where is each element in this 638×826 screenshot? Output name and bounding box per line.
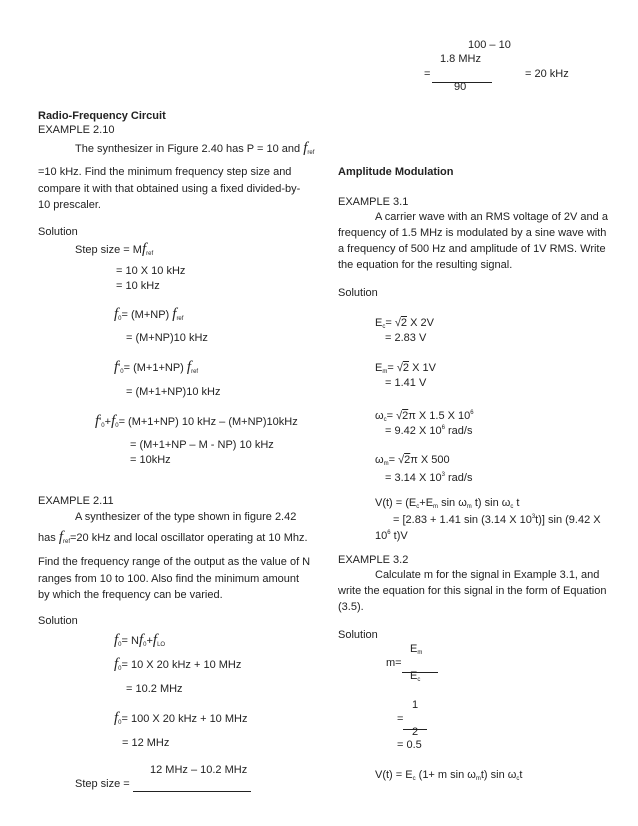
ex210-para-line-3: compare it with that obtained using a fixed divided-by-: [38, 183, 301, 195]
ex31-wc-line-1: $\omega_c= √2\pi$ X 1.5 X $10^6$: [375, 410, 474, 423]
ex31-ec-line-2: = 2.83 V: [385, 332, 427, 344]
m-label: m=: [386, 657, 402, 669]
f-symbol: f: [303, 140, 308, 156]
ex211-para-line-5: by which the frequency can be varied.: [38, 589, 223, 601]
ex210-eq-5: $f'_0= (M+1+NP)$ $f_{ref}$: [114, 359, 199, 375]
section-heading-rf: Radio-Frequency Circuit: [38, 110, 166, 122]
top-unit: 1.8 MHz: [440, 53, 481, 65]
ex210-eq-7: $f'_0+f_0= (M+1+NP)$ 10 kHz – (M+NP)10kHz: [95, 413, 298, 429]
top-numerator: 100 – 10: [468, 39, 511, 51]
ex31-ec-line-1: $E_c= √2$ X 2V: [375, 317, 434, 330]
m-result: = 0.5: [397, 739, 422, 751]
example-2-10-title: EXAMPLE 2.10: [38, 124, 115, 136]
ex210-para-line-2: =10 kHz. Find the minimum frequency step size and: [38, 166, 292, 178]
ex31-wc-line-2: = 9.42 X $10^6$ rad/s: [385, 425, 473, 437]
ex32-solution-label: Solution: [338, 629, 378, 641]
ex211-para-line-2: has $f_{ref}=20$ kHz and local oscillator operating at 10 Mhz.: [38, 529, 308, 545]
ex211-step-label: Step size =: [75, 778, 130, 790]
half-denominator: 2: [412, 726, 419, 738]
top-denominator: 90: [454, 81, 467, 93]
ex210-eq-4: = (M+NP)10 kHz: [126, 332, 208, 344]
ex31-para-line-1: A carrier wave with an RMS voltage of 2V and a: [375, 211, 608, 223]
ex211-para-line-4: ranges from 10 to 100. Also find the minimum amount: [38, 573, 300, 585]
ex211-eq-4: $f_0= 100$ X 20 kHz + 10 MHz: [114, 710, 248, 726]
ex31-vt-line-3: $10^6$ t)V: [375, 530, 408, 542]
ex31-wm-line-1: $\omega_m= √2\pi$ X 500: [375, 454, 450, 467]
ex32-para-line-3: (3.5).: [338, 601, 364, 613]
ex31-solution-label: Solution: [338, 287, 378, 299]
ex211-solution-label: Solution: [38, 615, 78, 627]
ex210-para-line-4: 10 prescaler.: [38, 199, 101, 211]
example-2-11-title: EXAMPLE 2.11: [38, 495, 114, 507]
example-3-1-title: EXAMPLE 3.1: [338, 196, 409, 208]
top-result: = 20 kHz: [525, 68, 569, 80]
ex210-eq-9: = 10kHz: [130, 454, 171, 466]
half-numerator: 1: [412, 699, 419, 711]
ex211-step-fraction-line: [133, 791, 251, 792]
ex31-para-line-3: a frequency of 500 Hz and amplitude of 1V RMS. Write: [338, 243, 606, 255]
ex31-para-line-2: frequency of 1.5 MHz is modulated by a sine wave with: [338, 227, 607, 239]
ex211-eq-2: $f_0= 10$ X 20 kHz + 10 MHz: [114, 656, 242, 672]
ex31-em-line-1: $E_m= √2$ X 1V: [375, 362, 436, 375]
ex31-vt-line-1: $V(t) = (E_c+E_m$ $\sin \omega_m$ t) $\sin \omega_c$ t: [375, 497, 520, 510]
ex210-eq-6: = (M+1+NP)10 kHz: [126, 386, 221, 398]
ex31-wm-line-2: = 3.14 X $10^3$ rad/s: [385, 472, 473, 484]
ex32-para-line-2: write the equation for this signal in the form of Equation: [338, 585, 607, 597]
ex210-eq-8: = (M+1+NP – M - NP) 10 kHz: [130, 439, 274, 451]
ex210-eq-3: $f_0= (M+NP)$ $f_{ref}$: [114, 306, 184, 322]
ex32-para-line-1: Calculate m for the signal in Example 3.1, and: [375, 569, 600, 581]
ex210-para-line-1: The synthesizer in Figure 2.40 has P = 10 and $f_{ref}$: [75, 140, 315, 156]
top-equals: =: [424, 68, 431, 80]
half-equals: =: [397, 713, 404, 725]
ex211-eq-3: = 10.2 MHz: [126, 683, 183, 695]
m-fraction-denominator: $E_c$: [410, 670, 421, 683]
ex210-eq-2: = 10 kHz: [116, 280, 160, 292]
ex31-em-line-2: = 1.41 V: [385, 377, 427, 389]
ex31-para-line-4: the equation for the resulting signal.: [338, 259, 513, 271]
ex210-eq-1: = 10 X 10 kHz: [116, 265, 186, 277]
example-3-2-title: EXAMPLE 3.2: [338, 554, 409, 566]
ex211-para-line-1: A synthesizer of the type shown in figure 2.42: [75, 511, 297, 523]
ex211-step-numerator: 12 MHz – 10.2 MHz: [150, 764, 248, 776]
section-heading-am: Amplitude Modulation: [338, 166, 454, 178]
ex211-para-line-3: Find the frequency range of the output as the value of N: [38, 556, 311, 568]
ex210-step-size: Step size = $Mf_{ref}$: [75, 241, 154, 257]
m-fraction-numerator: $E_m$: [410, 643, 423, 656]
ex211-eq-5: = 12 MHz: [122, 737, 170, 749]
ex210-solution-label: Solution: [38, 226, 78, 238]
ex32-final-equation: $V(t) = E_c$ (1+ m $\sin \omega_mt$) $\sin \omega_ct$: [375, 769, 523, 782]
ex211-eq-1: $f_0= Nf_0+f_{LO}$: [114, 632, 166, 648]
ex31-vt-line-2: = [2.83 + 1.41 sin (3.14 X $10^3t$)] sin (9.42 X: [393, 514, 601, 526]
